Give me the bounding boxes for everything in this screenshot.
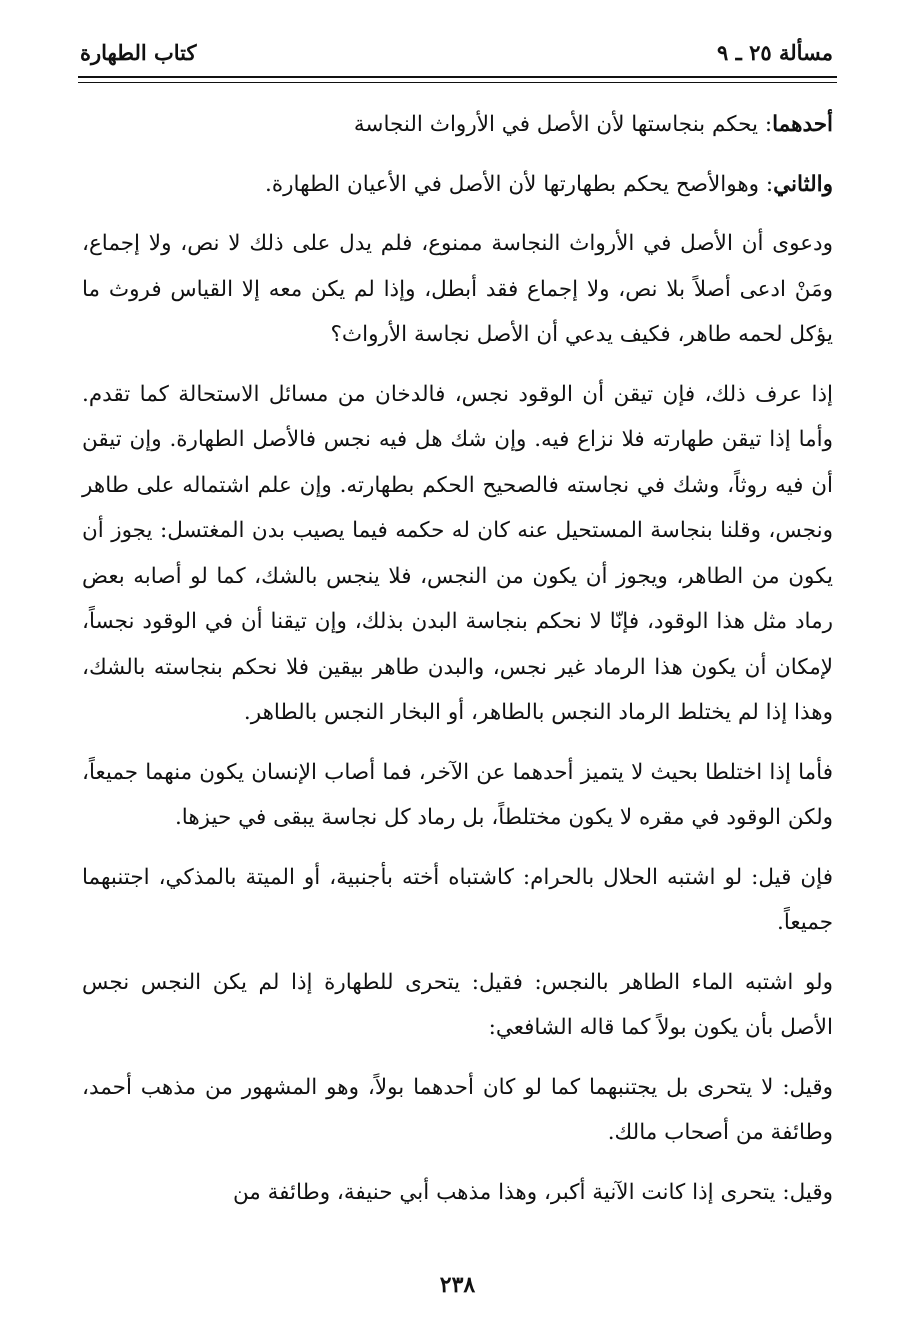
- body-text: [82, 102, 833, 1229]
- paragraph-text: ودعوى أن الأصل في الأرواث النجاسة ممنوع، فلم يدل على ذلك لا نص، ولا إجماع، ومَنْ ادعى أصلاً بلا نص، ولا إجماع فقد أبطل، وإذا لم يكن معه إلا القياس فروث ما يؤكل لحمه طاهر، فكيف يدعي أن الأصل نجاسة الأرواث؟: [82, 231, 833, 347]
- header-rule-thick: [78, 76, 837, 78]
- paragraph-3: [82, 221, 833, 358]
- paragraph-text: إذا عرف ذلك، فإن تيقن أن الوقود نجس، فالدخان من مسائل الاستحالة كما تقدم. وأما إذا تيقن طهارته فلا نزاع فيه. وإن شك هل فيه نجس فالأصل الطهارة. وإن تيقن أن فيه روثاً، وشك في نجاسته فالصحيح الحكم بطهارته. وإن علم اشتماله على طاهر ونجس، وقلنا بنجاسة المستحيل عنه كان له حكمه فيما يصيب بدن المغتسل: يجوز أن يكون من الطاهر، ويجوز أن يكون من النجس، فلا ينجس بالشك، كما لو أصابه بعض رماد مثل هذا الوقود، فإنّا لا نحكم بنجاسة البدن بذلك، وإن تيقنا أن في الوقود نجساً، لإمكان أن يكون هذا الرماد غير نجس، والبدن طاهر بيقين فلا نحكم بنجاسته بالشك، وهذا إذا لم يختلط الرماد النجس بالطاهر، أو البخار النجس بالطاهر.: [82, 381, 833, 725]
- paragraph-9: [82, 1170, 833, 1216]
- paragraph-text: ولو اشتبه الماء الطاهر بالنجس: فقيل: يتحرى للطهارة إذا لم يكن النجس نجس الأصل بأن يكون بولاً كما قاله الشافعي:: [82, 969, 833, 1040]
- paragraph-text: فأما إذا اختلطا بحيث لا يتميز أحدهما عن الآخر، فما أصاب الإنسان يكون منهما جميعاً، ولكن الوقود في مقره لا يكون مختلطاً، بل رماد كل نجاسة يبقى في حيزها.: [82, 759, 833, 830]
- paragraph-lead: والثاني: [773, 171, 833, 197]
- paragraph-4: [82, 372, 833, 736]
- book-title: كتاب الطهارة: [80, 40, 197, 65]
- paragraph-7: [82, 960, 833, 1051]
- paragraph-text: وقيل: لا يتحرى بل يجتنبهما كما لو كان أحدهما بولاً، وهو المشهور من مذهب أحمد، وطائفة من أصحاب مالك.: [82, 1074, 833, 1145]
- paragraph-2: [82, 162, 833, 208]
- paragraph-text: فإن قيل: لو اشتبه الحلال بالحرام: كاشتباه أخته بأجنبية، أو الميتة بالمذكي، اجتنبهما جميعاً.: [82, 864, 833, 935]
- paragraph-5: [82, 750, 833, 841]
- paragraph-text: : وهوالأصح يحكم بطهارتها لأن الأصل في الأعيان الطهارة.: [265, 171, 774, 197]
- paragraph-text: وقيل: يتحرى إذا كانت الآنية أكبر، وهذا مذهب أبي حنيفة، وطائفة من: [232, 1179, 833, 1205]
- header-rule-thin: [78, 82, 837, 83]
- paragraph-text: : يحكم بنجاستها لأن الأصل في الأرواث النجاسة: [353, 112, 773, 137]
- paragraph-lead: أحدهما: [772, 112, 833, 137]
- section-reference: مسألة ٢٥ ـ ٩: [717, 40, 833, 65]
- paragraph-1: [82, 102, 833, 148]
- running-head: [80, 38, 835, 74]
- paragraph-6: [82, 855, 833, 946]
- paragraph-8: [82, 1065, 833, 1156]
- page-number: ٢٣٨: [439, 1272, 476, 1298]
